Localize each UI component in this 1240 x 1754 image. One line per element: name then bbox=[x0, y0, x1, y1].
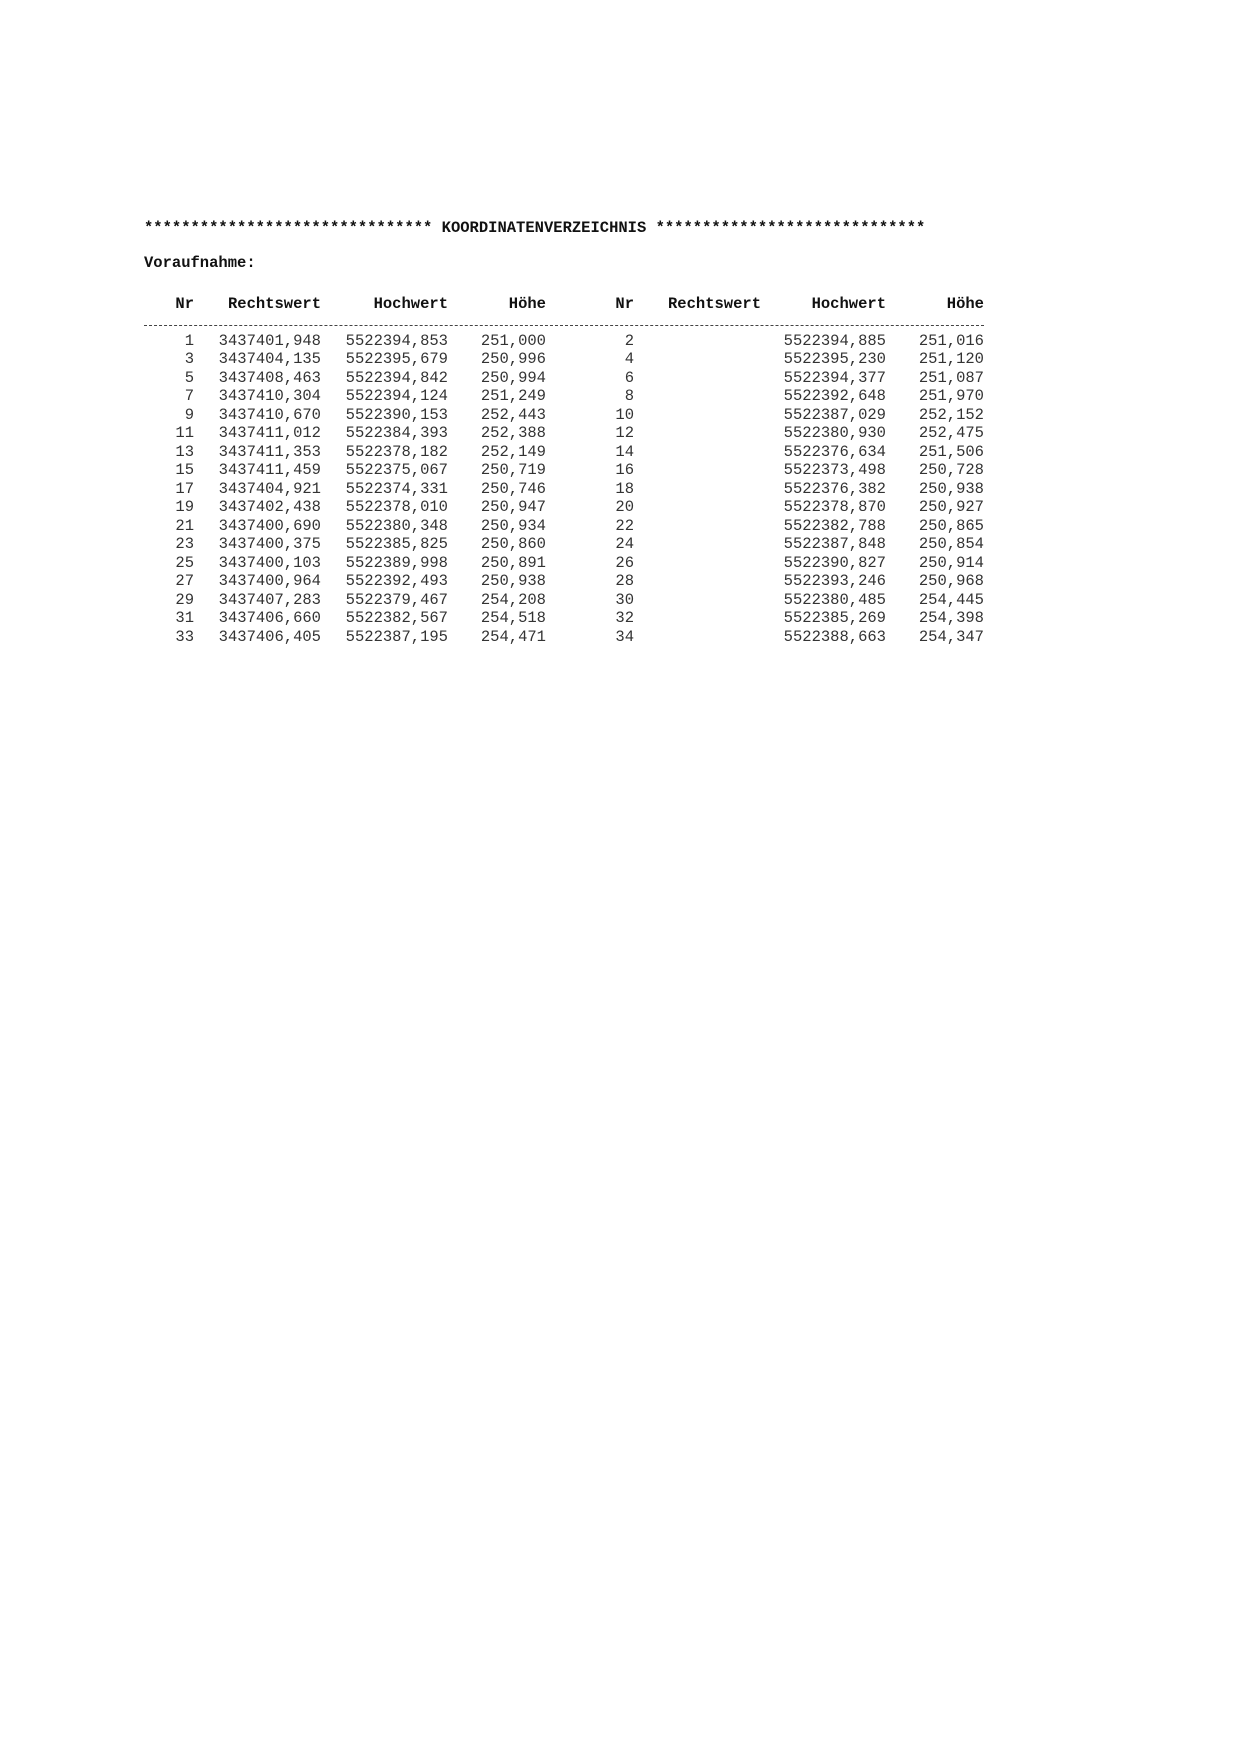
column-header: Höhe bbox=[508, 295, 546, 313]
table-cell: 254,347 bbox=[918, 627, 984, 646]
table-cell: 251,087 bbox=[918, 368, 984, 387]
table-cell: 250,927 bbox=[918, 498, 984, 516]
table-cell: 23 bbox=[175, 535, 194, 553]
table-cell: 5522388,663 bbox=[783, 627, 886, 646]
table-cell: 12 bbox=[615, 424, 634, 442]
table-row bbox=[144, 332, 984, 351]
table-cell bbox=[634, 332, 761, 351]
table-row bbox=[144, 369, 984, 388]
table-cell bbox=[634, 609, 761, 628]
table-cell bbox=[634, 480, 761, 499]
table-cell: 251,000 bbox=[480, 331, 546, 350]
table-row bbox=[144, 498, 984, 517]
table-cell bbox=[634, 535, 761, 554]
table-cell: 5522382,788 bbox=[783, 516, 886, 535]
table-row bbox=[144, 572, 984, 591]
table-row bbox=[144, 517, 984, 536]
table-cell bbox=[634, 424, 761, 443]
table-cell: 252,149 bbox=[480, 442, 546, 461]
table-cell: 5522378,182 bbox=[345, 442, 448, 461]
table-cell: 251,249 bbox=[480, 387, 546, 405]
table-cell: 250,938 bbox=[918, 479, 984, 498]
table-cell: 7 bbox=[184, 387, 194, 405]
table-cell: 5522385,825 bbox=[345, 535, 448, 553]
table-cell: 5522384,393 bbox=[345, 424, 448, 442]
table-row bbox=[144, 387, 984, 406]
table-cell: 250,719 bbox=[480, 461, 546, 479]
table-cell: 1 bbox=[184, 331, 194, 350]
table-cell: 5522376,382 bbox=[783, 479, 886, 498]
table-cell: 254,208 bbox=[480, 590, 546, 609]
table-cell: 5522375,067 bbox=[345, 461, 448, 479]
table-cell bbox=[634, 628, 761, 647]
table-cell: 3437400,375 bbox=[218, 535, 321, 553]
table-cell: 3437400,964 bbox=[218, 572, 321, 590]
table-cell: 32 bbox=[615, 609, 634, 627]
table-cell: 3437411,012 bbox=[218, 424, 321, 442]
table-cell: 5522394,124 bbox=[345, 387, 448, 405]
table-cell: 5522387,029 bbox=[783, 405, 886, 424]
table-cell: 18 bbox=[615, 479, 634, 498]
table-row bbox=[144, 554, 984, 573]
table-cell: 250,994 bbox=[480, 368, 546, 387]
table-cell: 250,934 bbox=[480, 516, 546, 535]
table-cell: 9 bbox=[184, 405, 194, 424]
table-cell: 26 bbox=[615, 553, 634, 572]
coordinate-table bbox=[144, 291, 984, 646]
table-cell: 5522378,010 bbox=[345, 498, 448, 516]
table-cell: 24 bbox=[615, 535, 634, 553]
table-cell: 3437410,304 bbox=[218, 387, 321, 405]
table-cell: 5522382,567 bbox=[345, 609, 448, 627]
table-row bbox=[144, 480, 984, 499]
table-cell: 6 bbox=[624, 368, 634, 387]
table-row bbox=[144, 443, 984, 462]
table-cell: 3437404,135 bbox=[218, 350, 321, 368]
column-header: Nr bbox=[175, 295, 194, 313]
table-cell: 5522392,493 bbox=[345, 572, 448, 590]
table-cell bbox=[634, 369, 761, 388]
table-cell: 34 bbox=[615, 627, 634, 646]
dashed-separator bbox=[144, 325, 984, 326]
table-cell: 252,388 bbox=[480, 424, 546, 442]
table-cell bbox=[634, 350, 761, 369]
table-cell: 15 bbox=[175, 461, 194, 479]
table-cell: 5522392,648 bbox=[783, 387, 886, 405]
table-cell: 17 bbox=[175, 479, 194, 498]
table-cell: 252,443 bbox=[480, 405, 546, 424]
column-header: Nr bbox=[615, 295, 634, 313]
table-row bbox=[144, 350, 984, 369]
table-cell: 250,728 bbox=[918, 461, 984, 479]
table-cell: 254,518 bbox=[480, 609, 546, 627]
table-cell: 5522374,331 bbox=[345, 479, 448, 498]
table-row bbox=[144, 535, 984, 554]
table-cell: 20 bbox=[615, 498, 634, 516]
document-page bbox=[144, 219, 984, 646]
table-cell: 5522390,827 bbox=[783, 553, 886, 572]
table-cell bbox=[634, 591, 761, 610]
table-cell: 5522394,885 bbox=[783, 331, 886, 350]
document-title: ******************************* KOORDINATENVERZEICHNIS ***************************** bbox=[144, 219, 926, 237]
table-cell: 251,120 bbox=[918, 350, 984, 368]
table-cell: 250,860 bbox=[480, 535, 546, 553]
section-label: Voraufnahme: bbox=[144, 254, 256, 272]
table-cell: 5522394,842 bbox=[345, 368, 448, 387]
table-cell: 250,854 bbox=[918, 535, 984, 553]
table-cell bbox=[634, 572, 761, 591]
column-header: Rechtswert bbox=[667, 295, 761, 313]
table-body bbox=[144, 332, 984, 647]
table-cell bbox=[634, 443, 761, 462]
table-row bbox=[144, 406, 984, 425]
table-cell: 14 bbox=[615, 442, 634, 461]
table-cell: 4 bbox=[624, 350, 634, 368]
table-cell: 21 bbox=[175, 516, 194, 535]
table-cell: 3437411,353 bbox=[218, 442, 321, 461]
table-cell: 5522380,348 bbox=[345, 516, 448, 535]
table-cell: 3437402,438 bbox=[218, 498, 321, 516]
table-cell bbox=[634, 406, 761, 425]
table-cell: 250,938 bbox=[480, 572, 546, 590]
table-cell: 29 bbox=[175, 590, 194, 609]
table-cell: 3437410,670 bbox=[218, 405, 321, 424]
table-cell: 19 bbox=[175, 498, 194, 516]
table-row bbox=[144, 591, 984, 610]
table-cell bbox=[634, 498, 761, 517]
table-cell: 5522380,930 bbox=[783, 424, 886, 442]
table-cell: 30 bbox=[615, 590, 634, 609]
table-cell bbox=[634, 387, 761, 406]
table-cell: 251,506 bbox=[918, 442, 984, 461]
table-cell: 5 bbox=[184, 368, 194, 387]
table-cell: 251,016 bbox=[918, 331, 984, 350]
table-cell: 13 bbox=[175, 442, 194, 461]
table-cell: 5522376,634 bbox=[783, 442, 886, 461]
table-row bbox=[144, 461, 984, 480]
table-cell: 22 bbox=[615, 516, 634, 535]
table-cell: 8 bbox=[624, 387, 634, 405]
table-cell: 5522393,246 bbox=[783, 572, 886, 590]
table-cell: 3437406,660 bbox=[218, 609, 321, 627]
column-header: Höhe bbox=[946, 295, 984, 313]
table-cell: 250,996 bbox=[480, 350, 546, 368]
table-cell: 3437400,103 bbox=[218, 553, 321, 572]
table-cell: 254,398 bbox=[918, 609, 984, 627]
table-cell: 3437408,463 bbox=[218, 368, 321, 387]
table-cell: 5522389,998 bbox=[345, 553, 448, 572]
table-cell: 16 bbox=[615, 461, 634, 479]
table-cell: 28 bbox=[615, 572, 634, 590]
table-cell: 3437404,921 bbox=[218, 479, 321, 498]
table-cell: 33 bbox=[175, 627, 194, 646]
table-cell: 250,865 bbox=[918, 516, 984, 535]
table-row bbox=[144, 609, 984, 628]
column-header: Hochwert bbox=[811, 295, 886, 313]
table-cell: 3437400,690 bbox=[218, 516, 321, 535]
table-cell: 3437401,948 bbox=[218, 331, 321, 350]
table-cell: 5522387,848 bbox=[783, 535, 886, 553]
table-cell bbox=[634, 554, 761, 573]
table-cell: 10 bbox=[615, 405, 634, 424]
table-cell: 250,891 bbox=[480, 553, 546, 572]
table-cell bbox=[634, 517, 761, 536]
table-cell: 250,968 bbox=[918, 572, 984, 590]
table-cell: 5522395,230 bbox=[783, 350, 886, 368]
table-cell: 31 bbox=[175, 609, 194, 627]
table-cell: 27 bbox=[175, 572, 194, 590]
table-row bbox=[144, 424, 984, 443]
table-cell: 5522385,269 bbox=[783, 609, 886, 627]
table-cell: 254,445 bbox=[918, 590, 984, 609]
table-cell: 3 bbox=[184, 350, 194, 368]
table-cell: 250,947 bbox=[480, 498, 546, 516]
header-separator-row bbox=[144, 313, 984, 332]
table-cell: 5522387,195 bbox=[345, 627, 448, 646]
column-header: Rechtswert bbox=[227, 295, 321, 313]
table-cell: 254,471 bbox=[480, 627, 546, 646]
table-cell bbox=[634, 461, 761, 480]
table-cell: 5522395,679 bbox=[345, 350, 448, 368]
table-header-row bbox=[144, 291, 984, 313]
column-header: Hochwert bbox=[373, 295, 448, 313]
table-cell: 5522380,485 bbox=[783, 590, 886, 609]
table-cell: 3437407,283 bbox=[218, 590, 321, 609]
table-cell: 11 bbox=[175, 424, 194, 442]
table-cell: 251,970 bbox=[918, 387, 984, 405]
table-cell: 2 bbox=[624, 331, 634, 350]
table-cell: 3437411,459 bbox=[218, 461, 321, 479]
table-cell: 252,152 bbox=[918, 405, 984, 424]
table-cell: 3437406,405 bbox=[218, 627, 321, 646]
table-cell: 252,475 bbox=[918, 424, 984, 442]
table-cell: 250,746 bbox=[480, 479, 546, 498]
table-cell: 25 bbox=[175, 553, 194, 572]
table-cell: 5522373,498 bbox=[783, 461, 886, 479]
table-cell: 250,914 bbox=[918, 553, 984, 572]
table-cell: 5522378,870 bbox=[783, 498, 886, 516]
table-cell: 5522394,853 bbox=[345, 331, 448, 350]
table-cell: 5522390,153 bbox=[345, 405, 448, 424]
table-cell: 5522394,377 bbox=[783, 368, 886, 387]
table-cell: 5522379,467 bbox=[345, 590, 448, 609]
table-row bbox=[144, 628, 984, 647]
